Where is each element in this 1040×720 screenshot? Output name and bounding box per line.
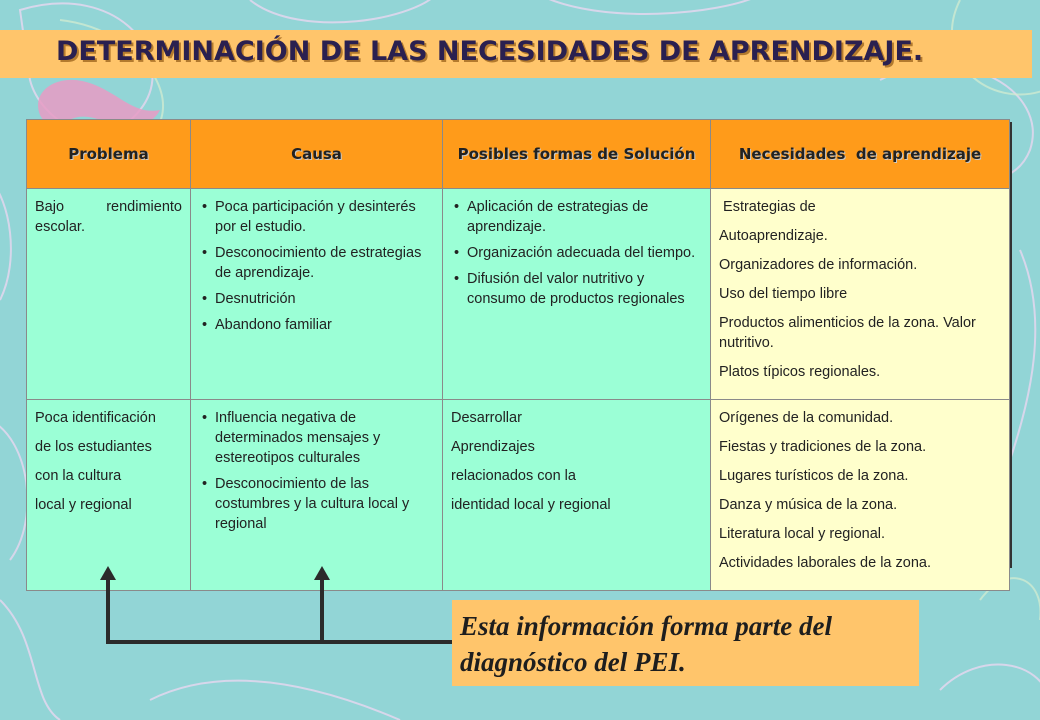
header-causa: Causa [191, 120, 443, 189]
problema-text: Bajo rendimiento escolar. [35, 199, 182, 235]
page-title: DETERMINACIÓN DE LAS NECESIDADES DE APRENDIZAJE. [56, 36, 924, 67]
header-problema: Problema [27, 120, 191, 189]
list-item: • Influencia negativa de determinados mensajes y estereotipos culturales [215, 408, 434, 468]
list-item: relacionados con la [451, 468, 576, 484]
header-posibles-soluciones: Posibles formas de Solución [443, 120, 711, 189]
cell-causas [191, 400, 443, 591]
list-item: con la cultura [35, 468, 122, 484]
list-item: Fiestas y tradiciones de la zona. [719, 439, 927, 455]
cell-soluciones [443, 400, 711, 591]
list-item: de los estudiantes [35, 439, 152, 455]
list-item: Estrategias de [719, 199, 816, 215]
needs-table [26, 119, 1010, 591]
list-item: • Poca participación y desinterés por el estudio. [215, 197, 434, 237]
needs-table-container [26, 119, 1009, 571]
list-item: Platos típicos regionales. [719, 364, 881, 380]
list-item: Autoaprendizaje. [719, 228, 828, 244]
list-item: Organizadores de información. [719, 257, 918, 273]
list-item: Lugares turísticos de la zona. [719, 468, 909, 484]
header-necesidades: Necesidades de aprendizaje [711, 120, 1010, 189]
cell-problema [27, 400, 191, 591]
list-item: Orígenes de la comunidad. [719, 410, 894, 426]
table-row [27, 189, 1010, 400]
list-item: Actividades laborales de la zona. [719, 555, 931, 571]
cell-soluciones [443, 189, 711, 400]
list-item: Poca identificación [35, 410, 156, 426]
cell-problema [27, 189, 191, 400]
list-item: Danza y música de la zona. [719, 497, 898, 513]
list-item: • Desnutrición [215, 289, 434, 309]
list-item: • Desconocimiento de las costumbres y la cultura local y regional [215, 474, 434, 534]
table-row [27, 400, 1010, 591]
table-header-row [27, 120, 1010, 189]
list-item: Uso del tiempo libre [719, 286, 848, 302]
cell-causas [191, 189, 443, 400]
note-text: Esta información forma parte del diagnóstico del PEI. [460, 611, 833, 677]
list-item: • Abandono familiar [215, 315, 434, 335]
cell-necesidades [711, 400, 1010, 591]
list-item: Aprendizajes [451, 439, 535, 455]
list-item: • Aplicación de estrategias de aprendizaje. [467, 197, 702, 237]
list-item: Productos alimenticios de la zona. Valor nutritivo. [719, 315, 976, 351]
list-item: • Organización adecuada del tiempo. [467, 243, 702, 263]
list-item: • Desconocimiento de estrategias de aprendizaje. [215, 243, 434, 283]
list-item: Desarrollar [451, 410, 522, 426]
list-item: local y regional [35, 497, 132, 513]
cell-necesidades [711, 189, 1010, 400]
list-item: identidad local y regional [451, 497, 611, 513]
list-item: • Difusión del valor nutritivo y consumo de productos regionales [467, 269, 702, 309]
list-item: Literatura local y regional. [719, 526, 886, 542]
